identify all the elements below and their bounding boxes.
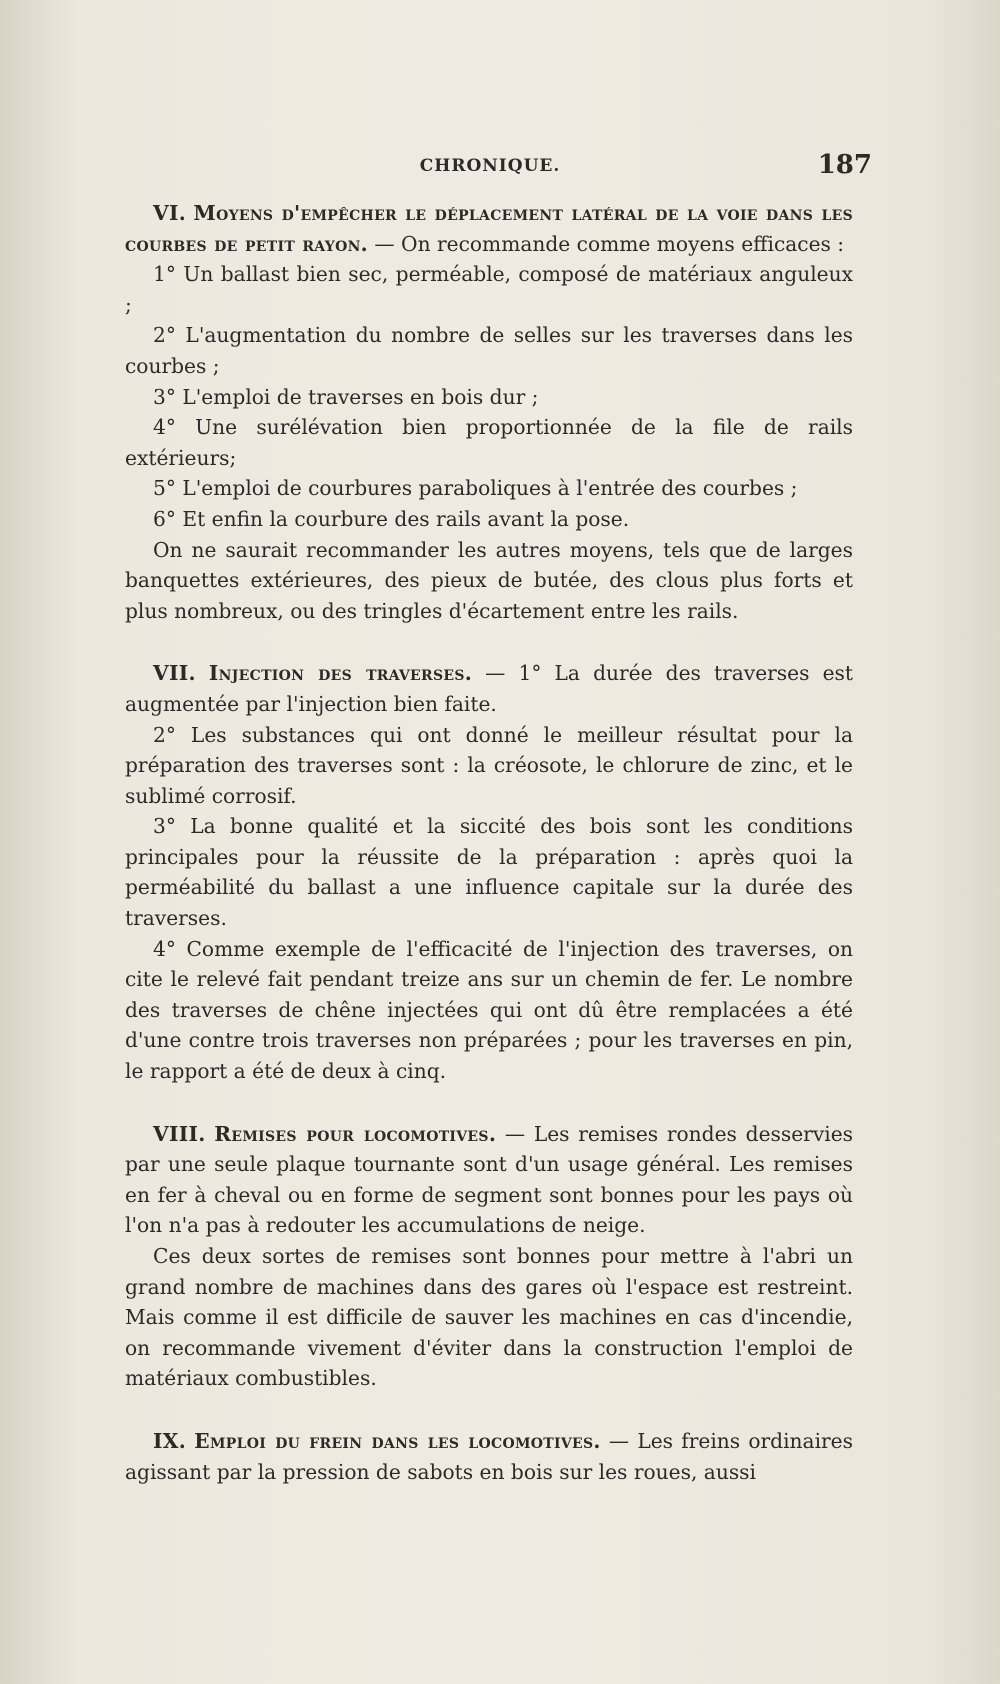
list-item: 3° L'emploi de traverses en bois dur ; — [153, 384, 539, 409]
section-number: VI. — [153, 201, 187, 225]
section-number: IX. — [153, 1428, 187, 1453]
list-item: Ces deux sortes de remises sont bonnes pour mettre à l'abri un grand nombre de machines dans des gares où l'espace est restreint. Mais comme il est difficile de sauver les machines en cas d'incendie, on recommande vivement d'éviter dans la construction l'emploi de matériaux combustibles. — [125, 1244, 853, 1391]
running-head: CHRONIQUE. — [419, 156, 561, 176]
section-lead-text: — Les freins ordinaires agissant par la pression de sabots en bois sur les roues, aussi — [125, 1428, 853, 1484]
list-item: 2° L'augmentation du nombre de selles sur les traverses dans les courbes ; — [125, 323, 853, 378]
page-number: 187 — [817, 150, 872, 180]
section-lead-text: — 1° La durée des traverses est augmentée par l'injection bien faite. — [125, 661, 853, 716]
section-lead-text: — Les remises rondes desservies par une seule plaque tournante sont d'un usage général. Les remises en fer à cheval ou en forme de segment sont bonnes pour les pays où l'on n'a pas à redouter les accumulations de neige. — [125, 1121, 854, 1238]
list-item: 1° Un ballast bien sec, perméable, composé de matériaux anguleux ; — [125, 262, 853, 317]
section-title: Injection des traverses. — [208, 661, 473, 686]
section-vii-lead — [125, 658, 853, 719]
section-title: Moyens d'empêcher le déplacement latéral de la voie dans les courbes de petit rayon. — [125, 201, 853, 256]
list-item: 2° Les substances qui ont donné le meilleur résultat pour la préparation des traverses sont : la créosote, le chlorure de zinc, et le sublimé corrosif. — [125, 722, 853, 808]
section-number: VII. — [153, 661, 196, 686]
list-item: 3° La bonne qualité et la siccité des bois sont les conditions principales pour la réussite de la préparation : après quoi la perméabilité du ballast a une influence capitale sur la durée des traverses. — [125, 814, 853, 931]
page-body — [125, 198, 853, 1487]
list-item: 4° Comme exemple de l'efficacité de l'injection des traverses, on cite le relevé fait pendant treize ans sur un chemin de fer. Le nombre des traverses de chêne injectées qui ont dû être remplacées a été d'une contre trois traverses non préparées ; pour les traverses en pin, le rapport a été de deux à cinq. — [125, 936, 853, 1084]
section-viii-lead — [125, 1119, 853, 1241]
section-title: Emploi du frein dans les locomotives. — [194, 1428, 601, 1453]
section-vi-lead — [125, 198, 853, 259]
section-number: VIII. — [153, 1121, 206, 1146]
list-item: 6° Et enfin la courbure des rails avant la pose. — [153, 506, 630, 531]
section-title: Remises pour locomotives. — [214, 1121, 497, 1146]
section-closing: On ne saurait recommander les autres moyens, tels que de larges banquettes extérieures, des pieux de butée, des clous plus forts et plus nombreux, ou des tringles d'écartement entre les rails. — [125, 537, 853, 623]
list-item: 4° Une surélévation bien proportionnée de la file de rails extérieurs; — [125, 415, 853, 470]
section-ix-lead — [125, 1426, 853, 1487]
list-item: 5° L'emploi de courbures paraboliques à l'entrée des courbes ; — [153, 476, 798, 501]
page-header — [120, 150, 872, 190]
section-lead-text: — On recommande comme moyens efficaces : — [368, 231, 845, 256]
